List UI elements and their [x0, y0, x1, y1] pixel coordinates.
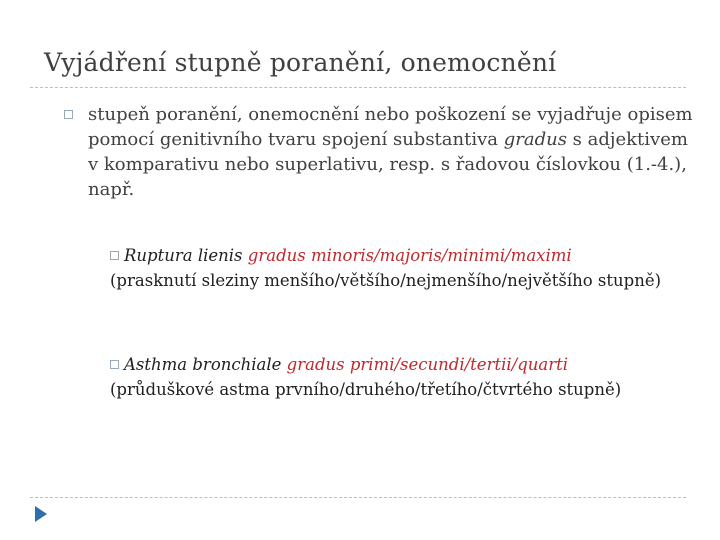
example-latin-term: Ruptura lienis — [124, 246, 243, 265]
main-text-before: stupeň poranění, onemocnění nebo poškození se vyjadřuje opisem pomocí genitivního tvaru spojení substantiva — [88, 104, 693, 150]
square-bullet-icon — [110, 360, 119, 369]
example-item — [110, 243, 680, 293]
footer-divider — [30, 497, 686, 498]
main-bullet-text — [88, 102, 694, 202]
square-bullet-icon — [110, 251, 119, 260]
main-text-italic: gradus — [503, 129, 567, 150]
triangle-arrow-icon — [34, 505, 48, 523]
square-bullet-icon — [64, 110, 73, 119]
main-text-after: s adjektivem v komparativu nebo superlativu, resp. s řadovou číslovkou (1.-4.), např. — [88, 129, 688, 200]
example-item — [110, 352, 680, 402]
slide-title: Vyjádření stupně poranění, onemocnění — [44, 48, 557, 77]
example-latin-term: Asthma bronchiale — [124, 355, 282, 374]
title-divider — [30, 87, 686, 88]
example-translation: (průduškové astma prvního/druhého/třetího/čtvrtého stupně) — [110, 380, 622, 399]
example-latin-grade: gradus minoris/majoris/minimi/maximi — [247, 246, 572, 265]
example-translation: (prasknutí sleziny menšího/většího/nejmenšího/největšího stupně) — [110, 271, 662, 290]
example-latin-grade: gradus primi/secundi/tertii/quarti — [286, 355, 569, 374]
main-bullet — [64, 102, 694, 202]
